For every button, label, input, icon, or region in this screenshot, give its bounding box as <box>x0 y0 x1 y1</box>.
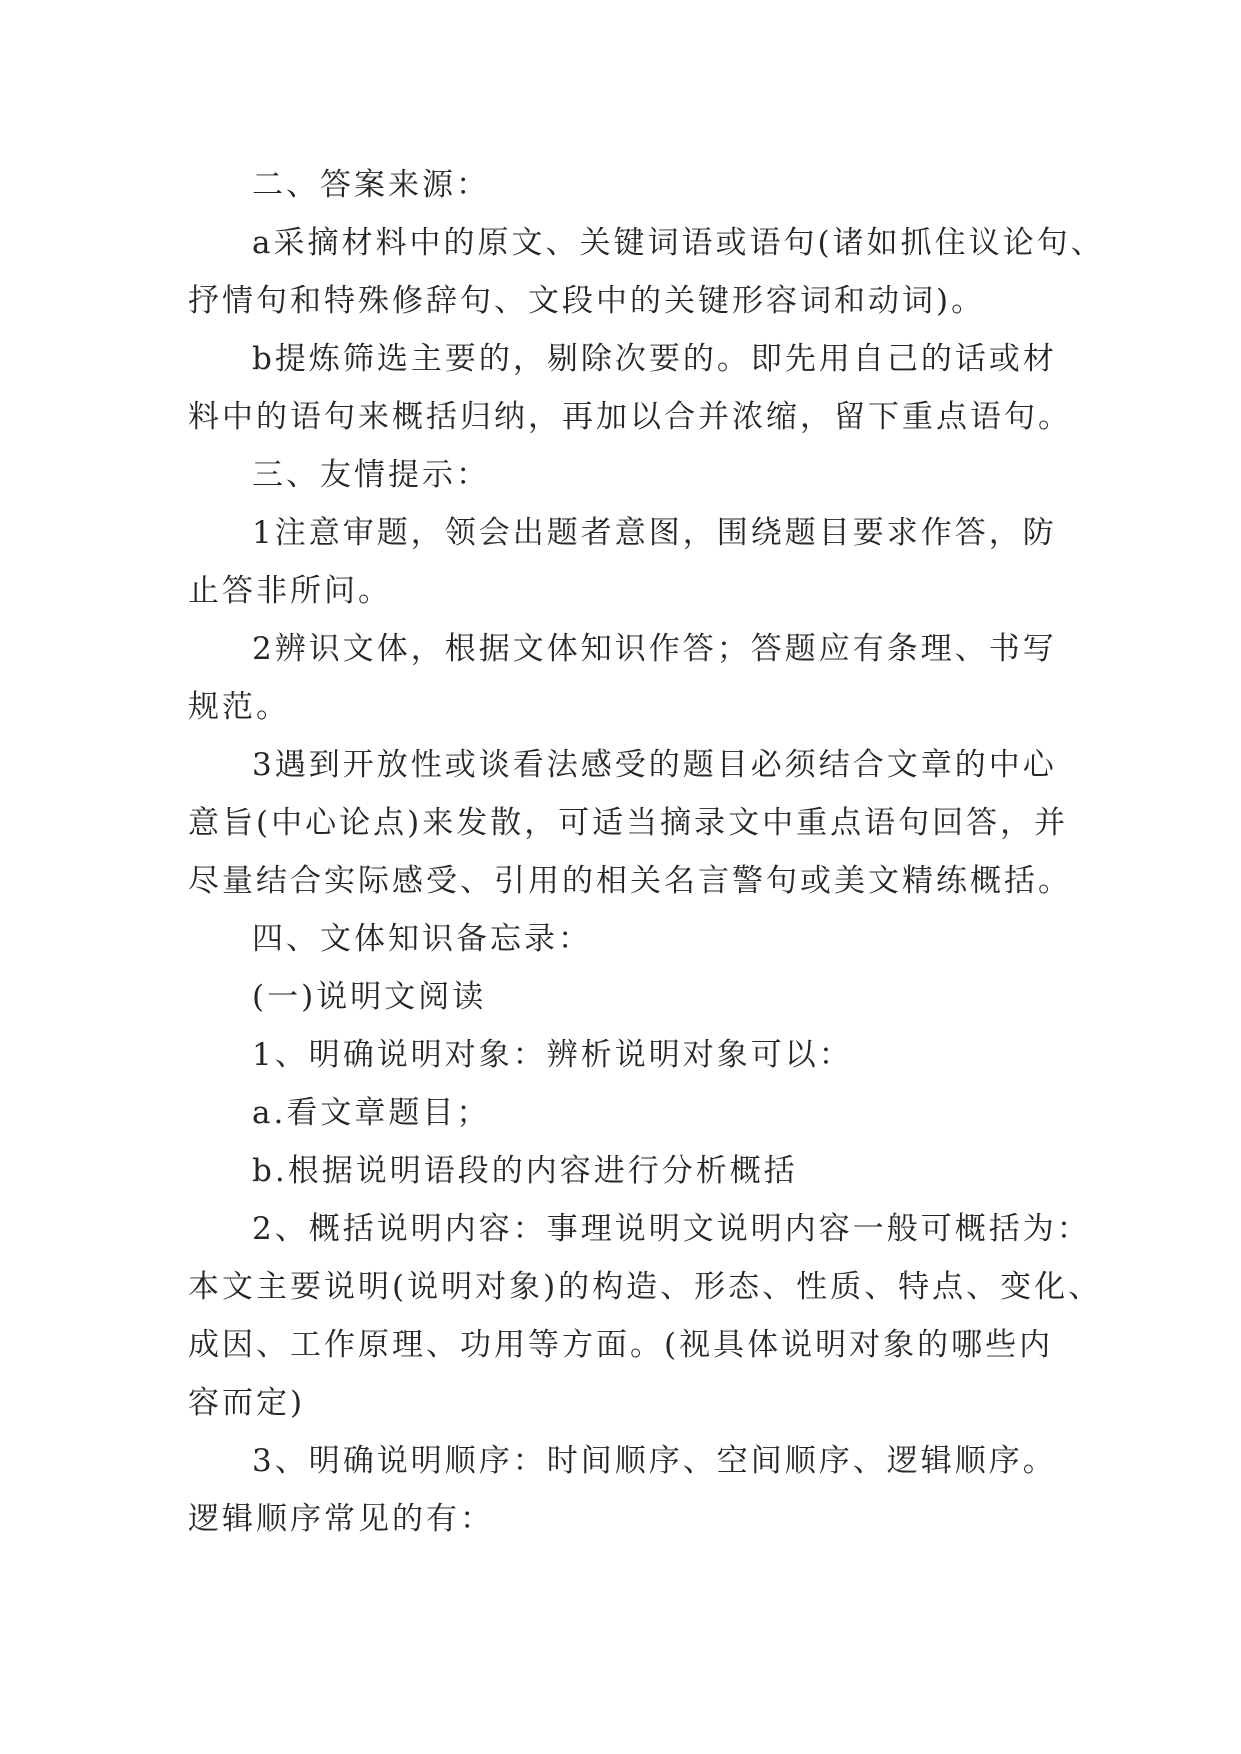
paragraph-line: 料中的语句来概括归纳，再加以合并浓缩，留下重点语句。 <box>188 399 1072 435</box>
paragraph-line: 1注意审题，领会出题者意图，围绕题目要求作答，防 <box>252 515 1057 551</box>
paragraph-line: 止答非所问。 <box>188 573 392 609</box>
section-heading-tips: 三、友情提示： <box>252 457 490 493</box>
paragraph-line: 2辨识文体，根据文体知识作答；答题应有条理、书写 <box>252 631 1057 667</box>
paragraph-line: 尽量结合实际感受、引用的相关名言警句或美文精练概括。 <box>188 863 1072 899</box>
paragraph-line: 意旨(中心论点)来发散，可适当摘录文中重点语句回答，并 <box>188 805 1069 841</box>
paragraph-line: a.看文章题目； <box>252 1095 491 1131</box>
paragraph-line: 3遇到开放性或谈看法感受的题目必须结合文章的中心 <box>252 747 1057 783</box>
paragraph-line: 3、明确说明顺序：时间顺序、空间顺序、逻辑顺序。 <box>252 1443 1057 1479</box>
paragraph-line: 规范。 <box>188 689 290 725</box>
paragraph-line: 1、明确说明对象：辨析说明对象可以： <box>252 1037 853 1073</box>
paragraph-line: b.根据说明语段的内容进行分析概括 <box>252 1153 798 1189</box>
subsection-heading-expository: (一)说明文阅读 <box>252 979 487 1015</box>
paragraph-line: 2、概括说明内容：事理说明文说明内容一般可概括为： <box>252 1211 1091 1247</box>
paragraph-line: b提炼筛选主要的，剔除次要的。即先用自己的话或材 <box>252 341 1057 377</box>
paragraph-line: 容而定) <box>188 1385 306 1421</box>
paragraph-line: 抒情句和特殊修辞句、文段中的关键形容词和动词)。 <box>188 283 986 319</box>
section-heading-genre-memo: 四、文体知识备忘录： <box>252 921 592 957</box>
paragraph-line: a采摘材料中的原文、关键词语或语句(诸如抓住议论句、 <box>252 225 1105 261</box>
section-heading-answer-source: 二、答案来源： <box>252 167 490 203</box>
paragraph-line: 逻辑顺序常见的有： <box>188 1501 494 1537</box>
paragraph-line: 本文主要说明(说明对象)的构造、形态、性质、特点、变化、 <box>188 1269 1103 1305</box>
paragraph-line: 成因、工作原理、功用等方面。(视具体说明对象的哪些内 <box>188 1327 1054 1363</box>
